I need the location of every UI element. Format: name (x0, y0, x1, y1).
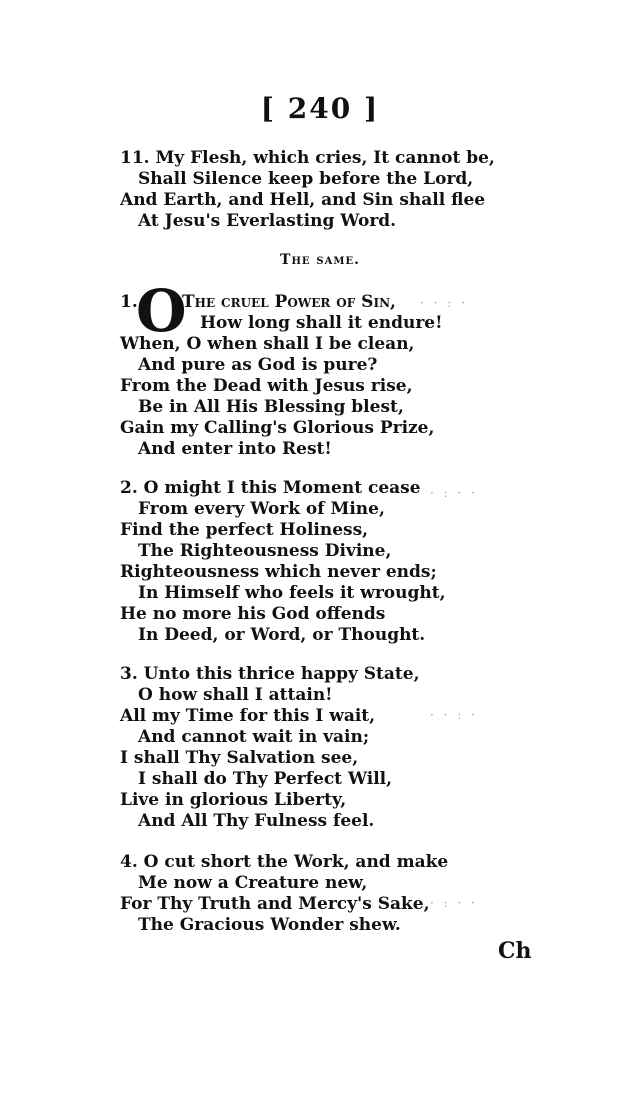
stanza-4-line-2: Me now a Creature new, (138, 873, 368, 893)
stanza-3-line-2: O how shall I attain! (138, 685, 333, 705)
bleed-through-mark: · ː · · (430, 486, 478, 500)
catchword: Ch (498, 938, 532, 964)
bleed-through-mark: · ː · · (430, 896, 478, 910)
drop-cap: O (136, 277, 187, 345)
stanza-3-line-7: Live in glorious Liberty, (120, 790, 347, 810)
stanza-11-line-2: Shall Silence keep before the Lord, (138, 169, 474, 189)
stanza-2-line-7: He no more his God offends (120, 604, 386, 624)
stanza-1-line-5: From the Dead with Jesus rise, (120, 376, 413, 396)
stanza-3-line-5: I shall Thy Salvation see, (120, 748, 359, 768)
stanza-1-line-4: And pure as God is pure? (138, 355, 378, 375)
stanza-3-line-3: All my Time for this I wait, (120, 706, 376, 726)
stanza-1-line-8: And enter into Rest! (138, 439, 332, 459)
stanza-2-line-5: Righteousness which never ends; (120, 562, 437, 582)
stanza-1-line-1: The cruel Power of Sin, (182, 292, 396, 312)
stanza-11-line-1: 11. My Flesh, which cries, It cannot be, (120, 148, 495, 168)
stanza-4-line-3: For Thy Truth and Mercy's Sake, (120, 894, 430, 914)
stanza-2-line-8: In Deed, or Word, or Thought. (138, 625, 426, 645)
stanza-2-line-3: Find the perfect Holiness, (120, 520, 369, 540)
stanza-2-line-4: The Righteousness Divine, (138, 541, 392, 561)
stanza-1-line-3: When, O when shall I be clean, (120, 334, 415, 354)
stanza-3-line-4: And cannot wait in vain; (138, 727, 370, 747)
stanza-3-line-6: I shall do Thy Perfect Will, (138, 769, 393, 789)
stanza-1-number: 1. (120, 292, 138, 312)
bleed-through-mark: · · ː · (420, 296, 468, 310)
stanza-11-line-4: At Jesu's Everlasting Word. (138, 211, 397, 231)
hymn-title: The same. (280, 252, 360, 268)
stanza-4-line-1: 4. O cut short the Work, and make (120, 852, 449, 872)
stanza-1-line-7: Gain my Calling's Glorious Prize, (120, 418, 435, 438)
stanza-1-line-6: Be in All His Blessing blest, (138, 397, 404, 417)
stanza-11-line-3: And Earth, and Hell, and Sin shall flee (120, 190, 486, 210)
stanza-2-line-1: 2. O might I this Moment cease (120, 478, 421, 498)
stanza-4-line-4: The Gracious Wonder shew. (138, 915, 401, 935)
stanza-2-line-6: In Himself who feels it wrought, (138, 583, 446, 603)
stanza-2-line-2: From every Work of Mine, (138, 499, 385, 519)
bleed-through-mark: · · ː · (430, 708, 478, 722)
stanza-1-line-2: How long shall it endure! (200, 313, 443, 333)
stanza-3-line-8: And All Thy Fulness feel. (138, 811, 375, 831)
stanza-3-line-1: 3. Unto this thrice happy State, (120, 664, 420, 684)
page-number: [ 240 ] (260, 92, 380, 125)
